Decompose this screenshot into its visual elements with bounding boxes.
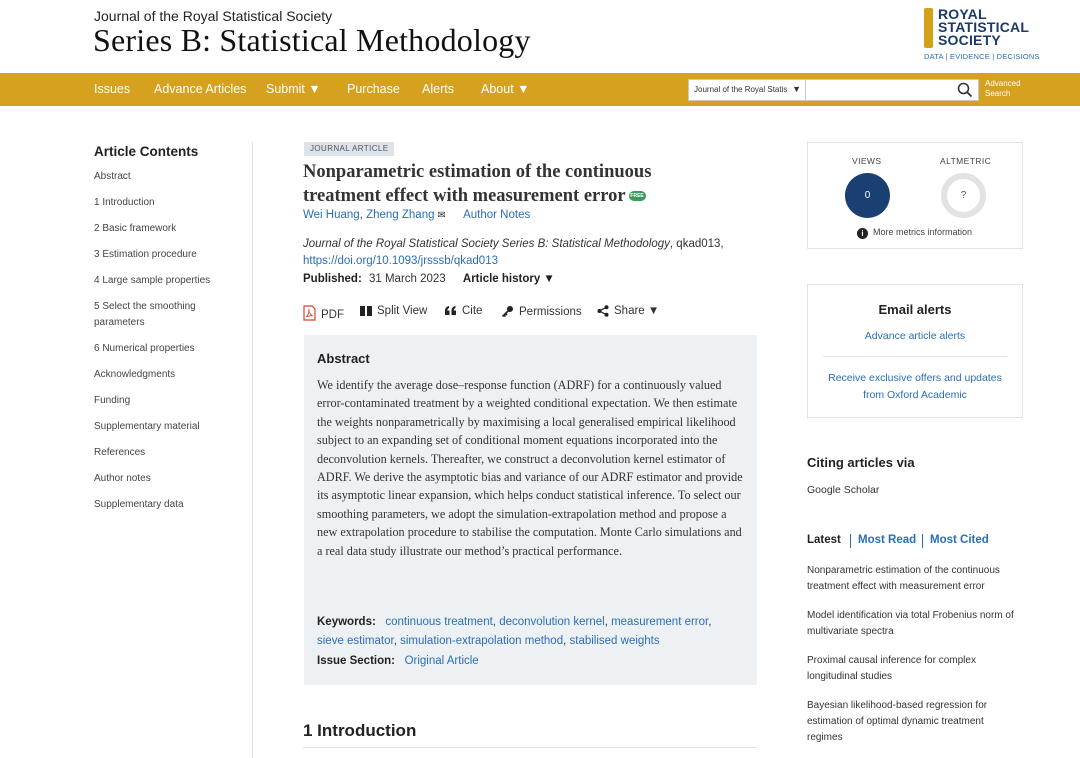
citing-articles-title: Citing articles via [807, 455, 915, 470]
nav-issues[interactable]: Issues [94, 82, 131, 96]
journal-name-small[interactable]: Journal of the Royal Statistical Society [94, 8, 333, 24]
keyword-link[interactable]: simulation-extrapolation method [400, 634, 564, 647]
latest-article-link[interactable]: Nonparametric estimation of the continuous treatment effect with measurement error [807, 565, 1000, 592]
email-alerts-title: Email alerts [878, 302, 952, 317]
author-link-1[interactable]: Wei Huang [303, 209, 360, 221]
keyword-link[interactable]: sieve estimator [317, 634, 394, 647]
key-icon [501, 305, 514, 318]
tab-latest[interactable]: Latest [807, 534, 841, 546]
advanced-search-link[interactable] [985, 79, 1021, 99]
toc-item-acknowledgments[interactable]: Acknowledgments [94, 369, 176, 380]
toc-item-introduction[interactable]: 1 Introduction [94, 197, 155, 208]
more-metrics-label: More metrics information [873, 227, 973, 237]
toc-item-references[interactable]: References [94, 447, 146, 458]
keyword-link[interactable]: measurement error [611, 616, 709, 628]
author-list [303, 209, 530, 221]
tab-separator [850, 534, 851, 548]
info-icon: i [857, 228, 868, 239]
alerts-divider [823, 356, 1007, 357]
metrics-widget [807, 142, 1023, 249]
tab-most-read[interactable]: Most Read [858, 534, 917, 546]
pdf-label: PDF [321, 309, 344, 321]
pdf-icon [303, 305, 316, 321]
article-history-toggle[interactable]: Article history ▼ [462, 273, 555, 285]
latest-article-link[interactable]: Bayesian likelihood-based regression for estimation of optimal dynamic treatment regimes [807, 700, 988, 743]
toc-item-abstract[interactable]: Abstract [94, 171, 131, 182]
rss-logo-line-2: STATISTICAL [938, 19, 1030, 35]
cite-button[interactable] [444, 305, 482, 317]
search-icon[interactable] [956, 81, 974, 99]
pdf-button[interactable] [303, 305, 344, 321]
journal-title[interactable]: Series B: Statistical Methodology [93, 22, 531, 58]
author-separator: , [359, 209, 367, 221]
tab-separator [922, 534, 923, 548]
article-type-badge: JOURNAL ARTICLE [304, 142, 394, 156]
permissions-button[interactable] [501, 305, 582, 318]
email-alerts-widget [807, 284, 1023, 418]
issue-section-label: Issue Section: [317, 655, 395, 667]
toc-item-estimation-procedure[interactable]: 3 Estimation procedure [94, 249, 197, 260]
cite-label: Cite [462, 305, 483, 317]
toc-item-supplementary-data[interactable]: Supplementary data [94, 499, 184, 510]
published-date: 31 March 2023 [368, 273, 446, 285]
section-divider [303, 747, 756, 748]
permissions-label: Permissions [519, 306, 582, 318]
advance-article-alerts-link[interactable]: Advance article alerts [864, 330, 966, 342]
rss-logo-tagline: DATA | EVIDENCE | DECISIONS [924, 52, 1040, 61]
publication-info [303, 273, 555, 285]
toc-item-large-sample-properties[interactable]: 4 Large sample properties [94, 275, 211, 286]
more-metrics-link[interactable] [857, 227, 972, 239]
section-heading-introduction: 1 Introduction [303, 721, 417, 740]
google-scholar-link[interactable]: Google Scholar [807, 484, 880, 496]
rss-logo-line-3: SOCIETY [938, 32, 1001, 48]
advanced-search-line-2: Search [985, 89, 1011, 98]
rss-logo[interactable] [924, 6, 1040, 64]
citation-journal: Journal of the Royal Statistical Society Series B: Statistical Methodology [303, 238, 670, 250]
views-label: VIEWS [852, 156, 882, 166]
keyword-link[interactable]: continuous treatment [385, 616, 493, 628]
citation [303, 236, 743, 270]
search-box [688, 79, 979, 101]
abstract-section [304, 335, 757, 685]
abstract-title: Abstract [317, 351, 370, 366]
views-count: 0 [845, 173, 890, 218]
published-label: Published: [303, 273, 362, 285]
tab-most-cited[interactable]: Most Cited [930, 534, 989, 546]
split-view-button[interactable] [360, 305, 427, 317]
toc-item-supplementary-material[interactable]: Supplementary material [94, 421, 200, 432]
issue-section-link[interactable]: Original Article [404, 655, 479, 667]
toc-divider [252, 142, 253, 758]
doi-link[interactable]: https://doi.org/10.1093/jrsssb/qkad013 [303, 255, 498, 267]
nav-submit[interactable]: Submit ▼ [266, 82, 321, 96]
article-title [303, 160, 723, 208]
toc-item-smoothing-parameters[interactable]: 5 Select the smoothing parameters [94, 301, 196, 328]
share-button[interactable] [597, 305, 659, 317]
nav-about[interactable]: About ▼ [481, 82, 530, 96]
article-contents [94, 144, 254, 523]
chevron-down-icon: ▼ [792, 84, 801, 94]
share-label: Share ▼ [614, 305, 660, 317]
nav-advance-articles[interactable]: Advance Articles [154, 82, 247, 96]
advanced-search-line-1: Advanced [985, 79, 1021, 88]
abstract-text: We identify the average dose–response function (ADRF) for a continuously valued error-contaminated treatment by a weighted conditional expectation. We then estimate the weights nonparametrically by maximising a local generalised empirical likelihood subject to an expanding set of conditional moment equations incorporated into the deconvolution kernels. Thereafter, we construct a deconvolution kernel estimator of ADRF. We derive the asymptotic bias and variance of our ADRF estimator and provide its asymptotic linear expansion, which helps conduct statistical inference. To select our smoothing parameters, we adopt the simulation-extrapolation method and propose a new extrapolation procedure to stabilise the computation. Monte Carlo simulations and a real data study illustrate our method’s practical performance. [317, 378, 743, 558]
envelope-icon[interactable]: ✉ [437, 210, 446, 221]
keyword-link[interactable]: deconvolution kernel [499, 616, 605, 628]
author-link-2[interactable]: Zheng Zhang [366, 209, 435, 221]
rss-logo-bar [924, 8, 933, 48]
rss-logo-line-1: ROYAL [938, 6, 987, 22]
keywords-label: Keywords: [317, 616, 376, 628]
nav-purchase[interactable]: Purchase [347, 82, 400, 96]
search-scope-select[interactable] [689, 80, 806, 100]
article-title-text: Nonparametric estimation of the continuous treatment effect with measurement error [303, 162, 652, 206]
toc-item-numerical-properties[interactable]: 6 Numerical properties [94, 343, 195, 354]
author-notes-link[interactable]: Author Notes [463, 209, 531, 221]
altmetric-label: ALTMETRIC [940, 156, 992, 166]
oxford-offers-link[interactable]: Receive exclusive offers and updates from Oxford Academic [828, 372, 1002, 401]
quote-icon [444, 305, 457, 317]
toc-item-author-notes[interactable]: Author notes [94, 473, 151, 484]
toc-title: Article Contents [94, 144, 199, 159]
search-input[interactable] [807, 80, 957, 100]
issue-section [317, 655, 479, 667]
share-icon [597, 305, 609, 317]
free-badge: FREE [630, 193, 644, 199]
keywords: Keywords: continuous treatment, deconvolution kernel, measurement error, sieve estimator, simulation-extrapolation method, stabilised weights [317, 616, 712, 647]
citation-id: , qkad013, [669, 238, 724, 250]
split-view-icon [360, 305, 372, 317]
toc-item-funding[interactable]: Funding [94, 395, 131, 406]
split-view-label: Split View [377, 305, 428, 317]
latest-article-link[interactable]: Proximal causal inference for complex longitudinal studies [807, 655, 976, 682]
search-scope-label: Journal of the Royal Statis [694, 85, 788, 94]
site-header [0, 0, 1080, 73]
nav-alerts[interactable]: Alerts [422, 82, 454, 96]
altmetric-donut[interactable]: ? [941, 173, 986, 218]
toc-item-basic-framework[interactable]: 2 Basic framework [94, 223, 177, 234]
latest-article-link[interactable]: Model identification via total Frobenius norm of multivariate spectra [807, 610, 1014, 637]
keyword-link[interactable]: stabilised weights [569, 634, 660, 647]
